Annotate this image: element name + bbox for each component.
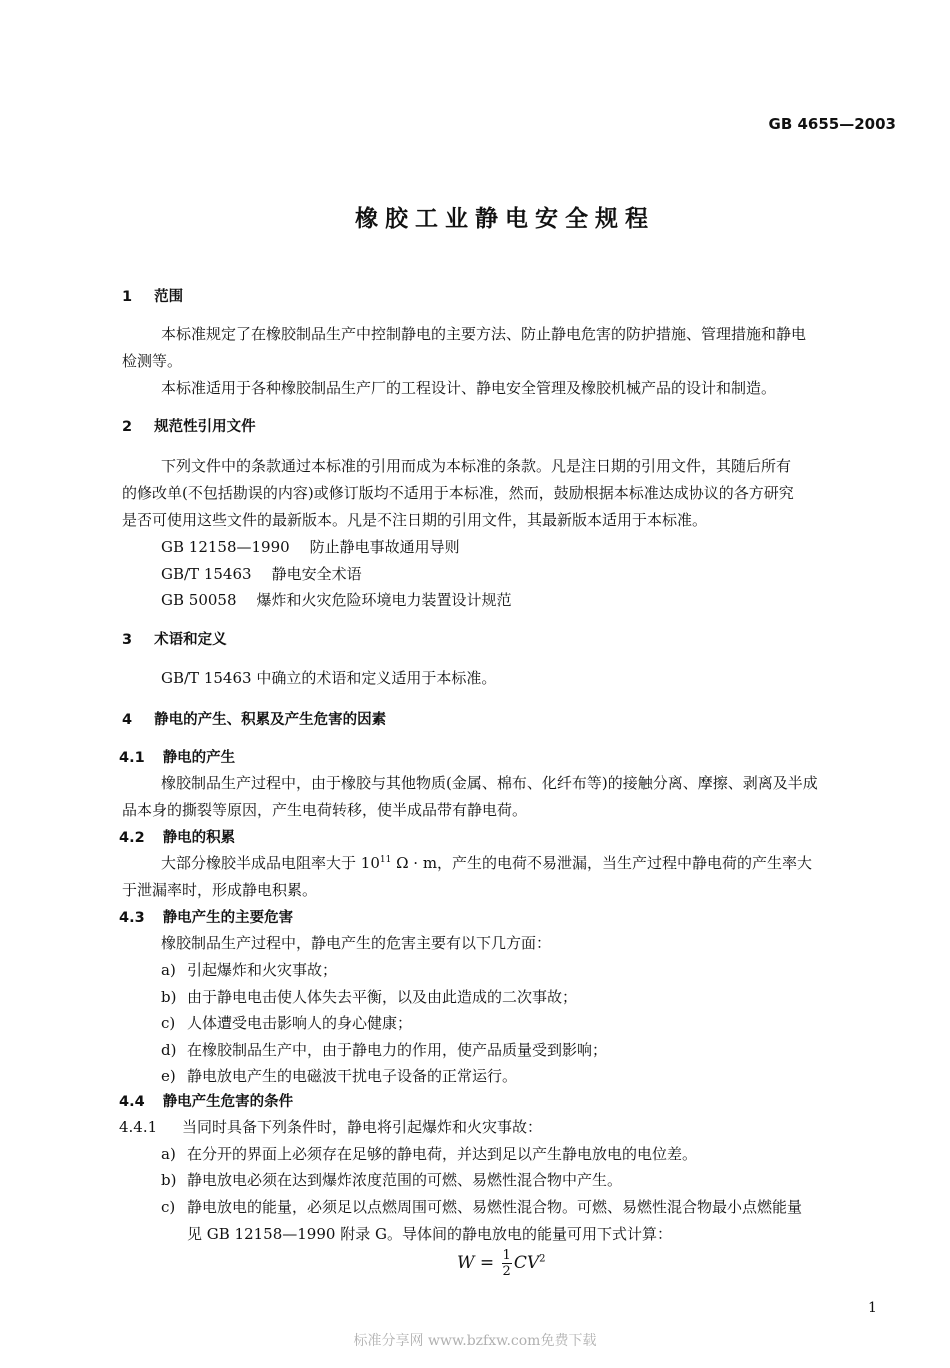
clause-number: 4.4.1 [119, 1118, 158, 1136]
list-item [161, 959, 337, 980]
subsection-number: 4.3 [119, 910, 145, 926]
clause-text: 当同时具备下列条件时，静电将引起爆炸和火灾事故： [182, 1118, 543, 1136]
section-title: 范围 [154, 289, 184, 305]
list-text: 在橡胶制品生产中，由于静电力的作用，使产品质量受到影响； [187, 1041, 608, 1059]
list-item [161, 1143, 697, 1164]
resistivity-text: 大部分橡胶半成品电阻率大于 10 [161, 854, 380, 872]
standard-number: GB 4655—2003 [768, 115, 896, 133]
list-text: 人体遭受电击影响人的身心健康； [187, 1014, 413, 1032]
list-label: e) [161, 1067, 176, 1085]
section-number: 3 [122, 632, 133, 648]
paragraph-continued: 的修改单(不包括勘误的内容)或修订版均不适用于本标准，然而，鼓励根据本标准达成协议的各方研究 [122, 484, 794, 502]
subsection-4-2-heading [119, 826, 235, 847]
reference-code: GB 50058 [161, 591, 237, 609]
formula-exponent: 2 [539, 1253, 546, 1265]
formula-fraction [502, 1248, 512, 1279]
list-label: c) [161, 1198, 176, 1216]
list-item-continued: 见 GB 12158—1990 附录 G。导体间的静电放电的能量可用下式计算： [187, 1225, 672, 1243]
document-title: 橡胶工业静电安全规程 [355, 206, 655, 232]
subsection-title: 静电产生的主要危害 [162, 910, 294, 926]
paragraph: 橡胶制品生产过程中，静电产生的危害主要有以下几方面： [161, 934, 552, 952]
section-2-heading [122, 415, 256, 436]
list-label: b) [161, 988, 177, 1006]
subsection-number: 4.2 [119, 830, 145, 846]
list-text: 静电放电必须在达到爆炸浓度范围的可燃、易燃性混合物中产生。 [187, 1171, 623, 1189]
footer-watermark: 标准分享网 www.bzfxw.com免费下载 [353, 1333, 597, 1349]
formula-equals: = [479, 1253, 495, 1273]
list-text: 静电放电产生的电磁波干扰电子设备的正常运行。 [187, 1067, 518, 1085]
section-number: 2 [122, 419, 133, 435]
reference-item [161, 563, 362, 584]
page-number: 1 [868, 1300, 877, 1316]
paragraph: GB/T 15463 中确立的术语和定义适用于本标准。 [161, 669, 497, 687]
subsection-4-1-heading [119, 746, 235, 767]
fraction-denominator: 2 [502, 1264, 511, 1279]
section-number: 1 [122, 289, 133, 305]
paragraph: 本标准适用于各种橡胶制品生产厂的工程设计、静电安全管理及橡胶机械产品的设计和制造。 [161, 379, 777, 397]
list-label: a) [161, 1145, 176, 1163]
list-label: b) [161, 1171, 177, 1189]
energy-formula [457, 1248, 546, 1279]
exponent: 11 [379, 855, 392, 865]
list-text: 在分开的界面上必须存在足够的静电荷，并达到足以产生静电放电的电位差。 [187, 1145, 698, 1163]
section-title: 静电的产生、积累及产生危害的因素 [154, 712, 387, 728]
paragraph-continued: 品本身的撕裂等原因，产生电荷转移，使半成品带有静电荷。 [122, 801, 528, 819]
list-text: 引起爆炸和火灾事故； [187, 961, 338, 979]
list-text: 静电放电的能量，必须足以点燃周围可燃、易燃性混合物。可燃、易燃性混合物最小点燃能量 [187, 1198, 803, 1216]
paragraph [161, 852, 812, 873]
list-item [161, 986, 577, 1007]
formula-rhs: CV [513, 1253, 540, 1273]
list-item [161, 1169, 622, 1190]
list-label: d) [161, 1041, 177, 1059]
reference-name: 防止静电事故通用导则 [309, 538, 460, 556]
paragraph-continued: 是否可使用这些文件的最新版本。凡是不注日期的引用文件，其最新版本适用于本标准。 [122, 511, 708, 529]
reference-item [161, 589, 512, 610]
paragraph-continued: 于泄漏率时，形成静电积累。 [122, 881, 318, 899]
section-number: 4 [122, 712, 133, 728]
subsection-title: 静电的产生 [162, 750, 236, 766]
subsection-4-3-heading [119, 906, 293, 927]
list-text: 由于静电电击使人体失去平衡，以及由此造成的二次事故； [187, 988, 578, 1006]
paragraph: 本标准规定了在橡胶制品生产中控制静电的主要方法、防止静电危害的防护措施、管理措施和静电 [161, 325, 807, 343]
section-title: 规范性引用文件 [154, 419, 256, 435]
resistivity-text-cont: Ω · m，产生的电荷不易泄漏，当生产过程中静电荷的产生率大 [391, 854, 813, 872]
reference-code: GB 12158—1990 [161, 538, 290, 556]
list-item [161, 1065, 517, 1086]
section-1-heading [122, 285, 183, 306]
list-label: c) [161, 1014, 176, 1032]
section-title: 术语和定义 [154, 632, 227, 648]
list-item [161, 1039, 607, 1060]
fraction-numerator: 1 [502, 1248, 511, 1263]
clause-4-4-1 [119, 1116, 542, 1137]
list-item [161, 1196, 802, 1217]
paragraph-continued: 检测等。 [122, 352, 183, 370]
subsection-number: 4.1 [119, 750, 145, 766]
subsection-4-4-heading [119, 1090, 293, 1111]
subsection-title: 静电产生危害的条件 [162, 1094, 294, 1110]
list-item [161, 1012, 412, 1033]
paragraph: 橡胶制品生产过程中，由于橡胶与其他物质(金属、棉布、化纤布等)的接触分离、摩擦、剥离及半成 [161, 774, 818, 792]
section-3-heading [122, 628, 227, 649]
subsection-number: 4.4 [119, 1094, 145, 1110]
list-label: a) [161, 961, 176, 979]
subsection-title: 静电的积累 [162, 830, 236, 846]
reference-item [161, 536, 460, 557]
reference-name: 爆炸和火灾危险环境电力装置设计规范 [256, 591, 512, 609]
section-4-heading [122, 708, 386, 729]
formula-lhs: W [457, 1253, 475, 1273]
reference-name: 静电安全术语 [271, 565, 362, 583]
paragraph: 下列文件中的条款通过本标准的引用而成为本标准的条款。凡是注日期的引用文件，其随后所有 [161, 457, 792, 475]
reference-code: GB/T 15463 [161, 565, 252, 583]
